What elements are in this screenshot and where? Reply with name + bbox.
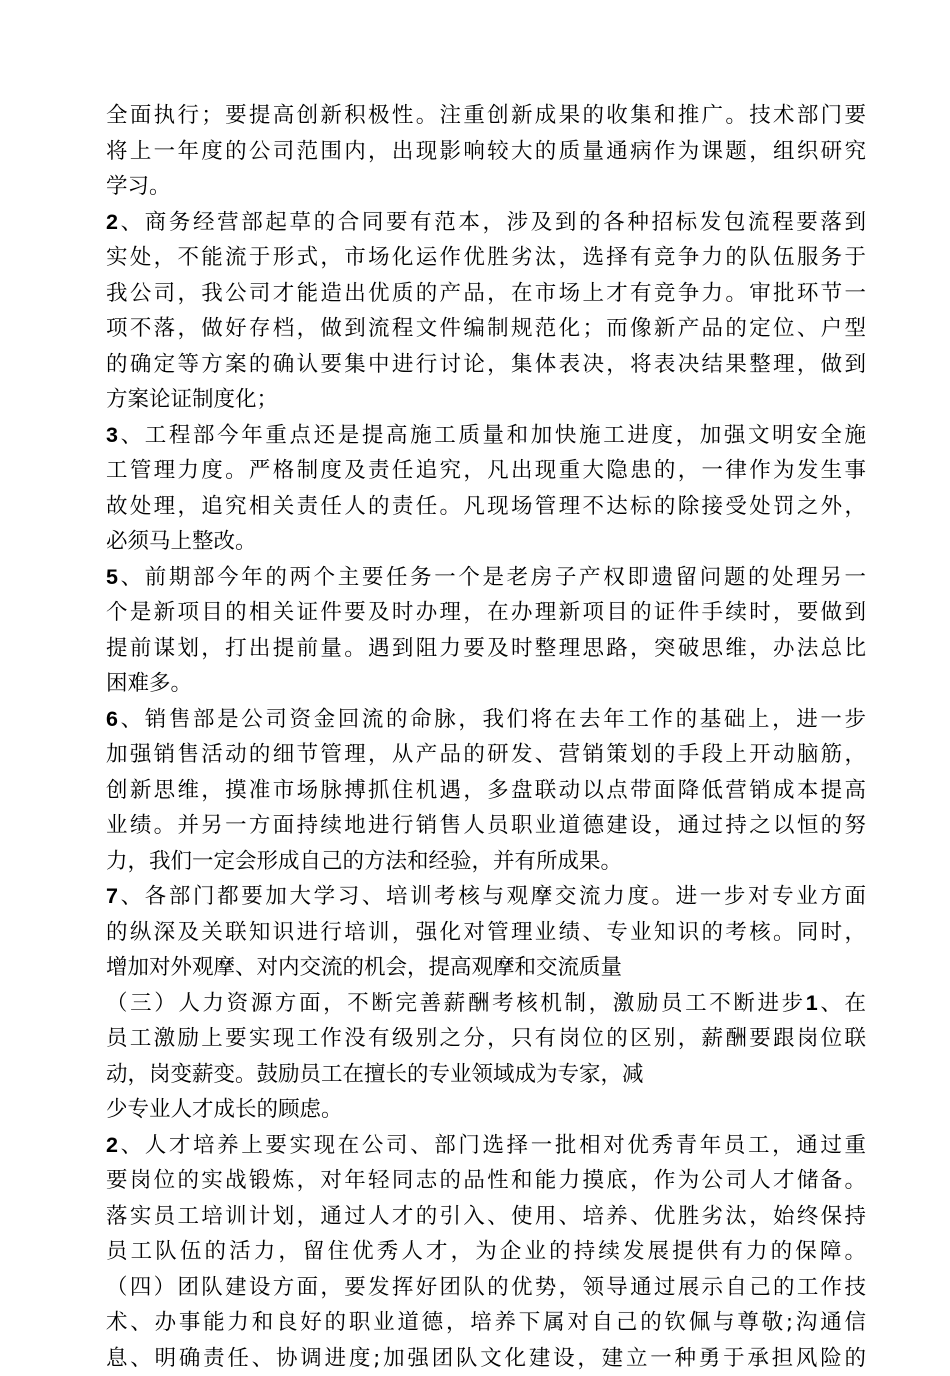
line-text: 创新思维，摸准市场脉搏抓住机遇，多盘联动以点带面降低营销成本提高 [106,778,866,803]
text-line [106,98,866,134]
text-line [106,489,866,525]
text-line [106,808,866,844]
text-line [106,1270,866,1306]
item-number: 6 [106,707,118,731]
line-text: 要岗位的实战锻炼，对年轻同志的品性和能力摸底，作为公司人才储备。 [106,1168,866,1193]
text-line [106,737,866,773]
text-line [106,1341,866,1376]
line-text: 全面执行；要提高创新积极性。注重创新成果的收集和推广。技术部门要 [106,103,866,128]
line-text: 、商务经营部起草的合同要有范本，涉及到的各种招标发包流程要落到 [118,210,866,235]
text-line [106,1092,866,1128]
line-text: 学习。 [106,174,171,199]
item-number: 5 [106,565,118,589]
text-line [106,915,866,951]
line-text: 息、明确责任、协调进度;加强团队文化建设，建立一种勇于承担风险的 [106,1346,866,1371]
item-number: 3 [106,423,118,447]
line-text: 、销售部是公司资金回流的命脉，我们将在去年工作的基础上，进一步 [118,707,866,732]
line-text: 方案论证制度化； [106,387,278,412]
line-text: （四）团队建设方面，要发挥好团队的优势，领导通过展示自己的工作技 [106,1275,866,1300]
item-number: 2 [106,1133,118,1157]
text-line [106,879,866,915]
text-line [106,453,866,489]
line-text: 项不落，做好存档，做到流程文件编制规范化；而像新产品的定位、户型 [106,316,866,341]
text-line [106,595,866,631]
line-text: 必须马上整改。 [106,529,257,554]
line-text: 、工程部今年重点还是提高施工质量和加快施工进度，加强文明安全施 [118,423,866,448]
text-line [106,169,866,205]
line-text: 的纵深及关联知识进行培训，强化对管理业绩、专业知识的考核。同时， [106,920,866,945]
text-line [106,240,866,276]
text-line [106,1305,866,1341]
line-text: 个是新项目的相关证件要及时办理，在办理新项目的证件手续时，要做到 [106,600,866,625]
text-line [106,1234,866,1270]
text-line [106,1021,866,1057]
line-text: 、在 [818,991,866,1016]
line-text: 业绩。并另一方面持续地进行销售人员职业道德建设，通过持之以恒的努 [106,813,866,838]
line-text: 、人才培养上要实现在公司、部门选择一批相对优秀青年员工，通过重 [118,1133,866,1158]
text-line [106,560,866,596]
line-text: （三）人力资源方面，不断完善薪酬考核机制，激励员工不断进步 [106,991,806,1016]
line-text: 实处，不能流于形式，市场化运作优胜劣汰，选择有竞争力的队伍服务于 [106,245,866,270]
line-text: 工管理力度。严格制度及责任追究，凡出现重大隐患的，一律作为发生事 [106,458,866,483]
line-text: 困难多。 [106,671,192,696]
line-text: 我公司，我公司才能造出优质的产品，在市场上才有竞争力。审批环节一 [106,281,866,306]
line-text: 将上一年度的公司范围内，出现影响较大的质量通病作为课题，组织研究 [106,139,866,164]
line-text: 员工队伍的活力，留住优秀人才，为企业的持续发展提供有力的保障。 [106,1239,866,1264]
text-line [106,134,866,170]
text-line [106,773,866,809]
line-text: 动，岗变薪变。鼓励员工在擅长的专业领域成为专家，减 [106,1062,644,1087]
line-text: 、前期部今年的两个主要任务一个是老房子产权即遗留问题的处理另一 [118,565,866,590]
text-line [106,276,866,312]
text-line [106,950,866,986]
line-text: 的确定等方案的确认要集中进行讨论，集体表决，将表决结果整理，做到 [106,352,866,377]
text-line [106,1199,866,1235]
text-line [106,844,866,880]
item-number: 2 [106,210,118,234]
text-line [106,205,866,241]
item-number: 1 [806,991,818,1015]
text-line [106,1128,866,1164]
text-line [106,347,866,383]
line-text: 力，我们一定会形成自己的方法和经验，并有所成果。 [106,849,622,874]
text-line [106,1057,866,1093]
text-line [106,666,866,702]
line-text: 提前谋划，打出提前量。遇到阻力要及时整理思路，突破思维，办法总比 [106,636,866,661]
text-line [106,382,866,418]
line-text: 落实员工培训计划，通过人才的引入、使用、培养、优胜劣汰，始终保持 [106,1204,866,1229]
text-line [106,524,866,560]
line-text: 术、办事能力和良好的职业道德，培养下属对自己的钦佩与尊敬;沟通信 [106,1310,866,1335]
text-line [106,311,866,347]
document-body-text [106,98,866,1376]
line-text: 、各部门都要加大学习、培训考核与观摩交流力度。进一步对专业方面 [118,884,866,909]
text-line [106,631,866,667]
item-number: 7 [106,884,118,908]
line-text: 加强销售活动的细节管理，从产品的研发、营销策划的手段上开动脑筋， [106,742,866,767]
text-line [106,986,866,1022]
text-line [106,1163,866,1199]
text-line [106,702,866,738]
line-text: 少专业人才成长的顾虑。 [106,1097,343,1122]
line-text: 增加对外观摩、对内交流的机会，提高观摩和交流质量 [106,955,622,980]
line-text: 故处理，追究相关责任人的责任。凡现场管理不达标的除接受处罚之外， [106,494,866,519]
line-text: 员工激励上要实现工作没有级别之分，只有岗位的区别，薪酬要跟岗位联 [106,1026,866,1051]
text-line [106,418,866,454]
